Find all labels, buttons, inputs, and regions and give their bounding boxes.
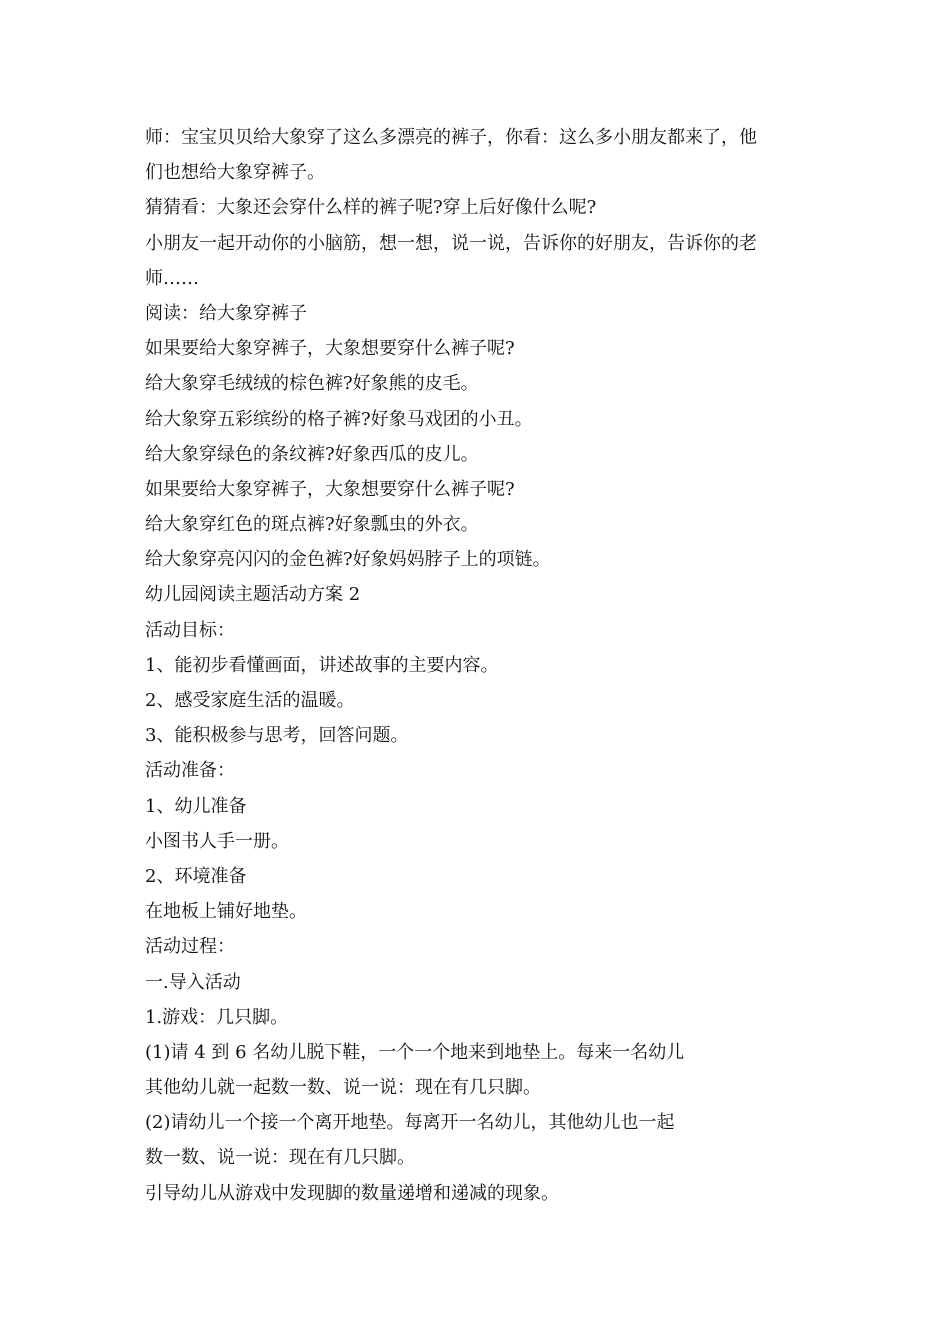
text-line: 给大象穿毛绒绒的棕色裤?好象熊的皮毛。 (145, 373, 479, 395)
text-line: 如果要给大象穿裤子，大象想要穿什么裤子呢? (145, 338, 515, 360)
text-line: 引导幼儿从游戏中发现脚的数量递增和递减的现象。 (145, 1182, 559, 1204)
list-item: 1、能初步看懂画面，讲述故事的主要内容。 (145, 654, 499, 676)
list-item: 2、环境准备 (145, 865, 247, 887)
list-item: 2、感受家庭生活的温暖。 (145, 690, 355, 711)
text-line: 师：宝宝贝贝给大象穿了这么多漂亮的裤子，你看：这么多小朋友都来了，他 (145, 127, 757, 148)
text-line: 给大象穿亮闪闪的金色裤?好象妈妈脖子上的项链。 (145, 549, 551, 571)
text-line: 给大象穿红色的斑点裤?好象瓢虫的外衣。 (145, 514, 479, 536)
document-title: 幼儿园阅读主题活动方案 2 (145, 584, 361, 606)
text-line: 小朋友一起开动你的小脑筋，想一想，说一说，告诉你的好朋友，告诉你的老 (145, 232, 757, 254)
section-heading: 活动目标： (145, 619, 235, 641)
text-line: 给大象穿五彩缤纷的格子裤?好象马戏团的小丑。 (145, 408, 533, 430)
section-heading: 活动准备： (145, 760, 235, 782)
text-line: 在地板上铺好地垫。 (145, 901, 307, 923)
subsection-heading: 一.导入活动 (145, 971, 241, 993)
text-line: 小图书人手一册。 (145, 830, 289, 852)
text-line: 们也想给大象穿裤子。 (145, 162, 325, 184)
text-line: 猜猜看：大象还会穿什么样的裤子呢?穿上后好像什么呢? (145, 197, 597, 219)
section-heading: 活动过程： (145, 936, 235, 958)
document-body (145, 120, 810, 1211)
section-heading: 阅读：给大象穿裤子 (145, 302, 307, 324)
text-line: 如果要给大象穿裤子，大象想要穿什么裤子呢? (145, 478, 515, 500)
text-line: 师…… (145, 267, 199, 289)
text-line: (1)请 4 到 6 名幼儿脱下鞋，一个一个地来到地垫上。每来一名幼儿 (145, 1041, 685, 1063)
list-item: 1.游戏：几只脚。 (145, 1006, 289, 1028)
text-line: (2)请幼儿一个接一个离开地垫。每离开一名幼儿，其他幼儿也一起 (145, 1112, 675, 1134)
text-line: 给大象穿绿色的条纹裤?好象西瓜的皮儿。 (145, 443, 479, 465)
text-line: 其他幼儿就一起数一数、说一说：现在有几只脚。 (145, 1077, 541, 1099)
list-item: 1、幼儿准备 (145, 795, 247, 817)
text-line: 数一数、说一说：现在有几只脚。 (145, 1147, 415, 1169)
list-item: 3、能积极参与思考，回答问题。 (145, 725, 409, 747)
